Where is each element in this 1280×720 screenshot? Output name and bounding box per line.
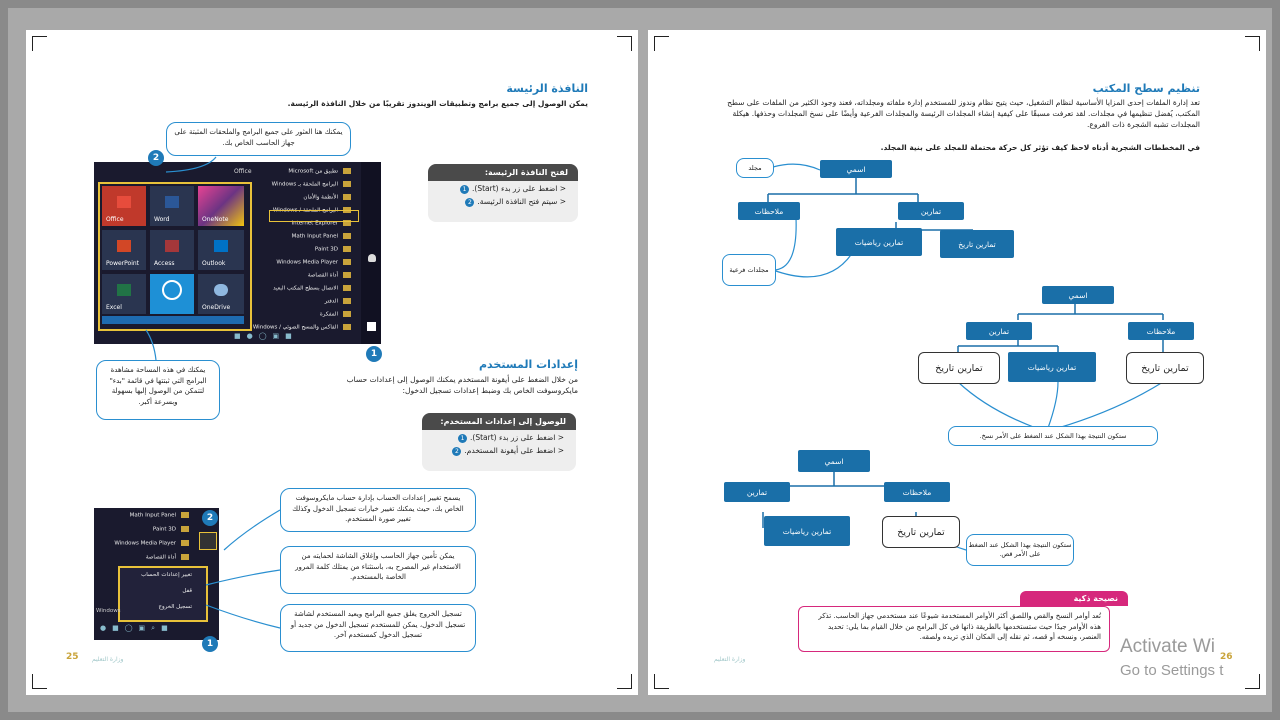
tile-outlook[interactable]: Outlook — [198, 230, 244, 270]
tiles-header: Office — [234, 168, 252, 175]
app-item[interactable]: الأنظمة والأمان — [303, 194, 351, 201]
app-item[interactable]: Windows Media Player — [276, 259, 351, 266]
app-item[interactable]: الفاكس والمسح الضوئي / Windows — [253, 324, 351, 331]
callout-programs: يمكنك هنا العثور على جميع البرامج والملحقات المثبتة على جهاز الحاسب الخاص بك. — [166, 122, 351, 156]
open-start-box: لفتح النافذة الرئيسة: < اضغط على زر بدء (Start).1 < سيتم فتح النافذة الرئيسة.2 — [428, 164, 578, 222]
sign-out-item[interactable]: تسجيل الخروج — [158, 604, 192, 610]
left-page — [26, 30, 638, 695]
tile-word[interactable]: Word — [150, 186, 194, 226]
tree2-root-node: اسمي — [1042, 286, 1114, 304]
app-item[interactable]: Paint 3D — [153, 526, 189, 533]
open-start-box-title: لفتح النافذة الرئيسة: — [428, 164, 578, 181]
app-item[interactable]: Math Input Panel — [292, 233, 351, 240]
page-number: 26 — [1220, 652, 1233, 662]
tile-office[interactable]: Office — [102, 186, 146, 226]
user-settings-intro: من خلال الضغط على أيقونة المستخدم يمكنك الوصول إلى إعدادات حساب مايكروسوفت الخاص بك وضبط إعدادات تسجيل الدخول: — [346, 375, 578, 395]
tree1-subfolders-note: مجلدات فرعية — [722, 254, 776, 286]
tile-excel[interactable]: Excel — [102, 274, 146, 314]
tree3-math-node: تمارين رياضيات — [764, 516, 850, 546]
app-item[interactable]: المفكرة — [320, 311, 351, 318]
start-intro: يمكن الوصول إلى جميع برامج وتطبيقات الويندوز تقريبًا من خلال النافذة الرئيسة. — [287, 99, 588, 108]
tile-onenote[interactable]: OneNote — [198, 186, 244, 226]
start-window-title: النافذة الرئيسة — [506, 82, 588, 95]
tree3-exercises-node: تمارين — [724, 482, 790, 502]
ministry-logo: وزارة التعليم — [92, 656, 124, 663]
user-settings-box-title: للوصول إلى إعدادات المستخدم: — [422, 413, 576, 430]
tree2-exercises-node: تمارين — [966, 322, 1032, 340]
badge-1: 1 — [366, 346, 382, 362]
tree3-cut-note: ستكون النتيجة بهذا الشكل عند الضغط على الأمر قص. — [966, 534, 1074, 566]
app-item[interactable]: Math Input Panel — [130, 512, 189, 519]
diagram-intro: في المخططات الشجرية أدناه لاحظ كيف تؤثر كل حركة محتملة للمجلد على بنية المجلد. — [880, 143, 1200, 152]
user-settings-title: إعدادات المستخدم — [478, 358, 578, 371]
tile-onedrive[interactable]: OneDrive — [198, 274, 244, 314]
tree2-history-node-a: تمارين تاريخ — [918, 352, 1000, 384]
tile-access[interactable]: Access — [150, 230, 194, 270]
user-settings-box: للوصول إلى إعدادات المستخدم: < اضغط على زر بدء (Start).1 < اضغط على أيقونة المستخدم.2 — [422, 413, 576, 471]
tree1-history-node: تمارين تاريخ — [940, 230, 1014, 258]
tree1-notes-node: ملاحظات — [738, 202, 800, 220]
tree3-history-node: تمارين تاريخ — [882, 516, 960, 548]
app-item[interactable]: Internet Explorer — [292, 220, 352, 227]
tree2-math-node: تمارين رياضيات — [1008, 352, 1096, 382]
activate-windows-watermark: Activate Wi — [1120, 636, 1216, 657]
tree1-root-node: اسمي — [820, 160, 892, 178]
tree1-folder-note: مجلد — [736, 158, 774, 178]
app-item[interactable]: أداة القصاصة — [146, 554, 189, 561]
callout-sign-out: تسجيل الخروج يغلق جميع البرامج ويعيد المستخدم لشاشة تسجيل الدخول، يمكن للمستخدم تسجيل الدخول من جديد أو تسجيل الدخول كمستخدم آخر. — [280, 604, 476, 652]
change-account-item[interactable]: تغيير إعدادات الحساب — [141, 572, 192, 578]
smart-tip-box: تُعد أوامر النسخ والقص واللصق أكثر الأوامر المستخدمة شيوعًا عند مستخدمي جهاز الحاسب. تذكر هذه الأوامر جيدًا حيث ستستخدمها بالطريقة ذاتها في كل البرامج من خلال القيام بما يلي: تحديد العنصر، ونسخه أو قصه، ثم نقله إلى المكان الذي تريده ولصقه. — [798, 606, 1110, 652]
app-item[interactable]: الاتصال بسطح المكتب البعيد — [273, 285, 351, 292]
tree1-exercises-node: تمارين — [898, 202, 964, 220]
app-item[interactable]: تطبيق من Microsoft — [288, 168, 351, 175]
badge-2: 2 — [148, 150, 164, 166]
app-item[interactable]: البرامج الملحقة بـ Windows — [272, 181, 351, 188]
right-page — [648, 30, 1266, 695]
tile-powerpoint[interactable]: PowerPoint — [102, 230, 146, 270]
ministry-logo: وزارة التعليم — [714, 656, 746, 663]
app-item[interactable]: أداة القصاصة — [308, 272, 351, 279]
tree3-root-node: اسمي — [798, 450, 870, 472]
callout-lock: يمكن تأمين جهاز الحاسب وإغلاق الشاشة لحمايته من الاستخدام غير المصرح به، باستثناء من يمتلك كلمة المرور الخاصة بالمستخدم. — [280, 546, 476, 594]
page-number: 25 — [66, 652, 79, 662]
callout-connectors — [26, 30, 638, 695]
smart-tip-title: نصيحة ذكية — [1020, 591, 1128, 606]
callout-change-account: يسمح تغيير إعدادات الحساب بإدارة حساب مايكروسوفت الخاص بك، حيث يمكنك تغيير خيارات تسجيل الدخول وكذلك تغيير صورة المستخدم. — [280, 488, 476, 532]
tree1-math-node: تمارين رياضيات — [836, 228, 922, 256]
app-item[interactable]: Paint 3D — [315, 246, 351, 253]
tree3-notes-node: ملاحظات — [884, 482, 950, 502]
taskbar: ●■◯▣⌕■ — [100, 624, 174, 632]
windows-label: Windows — [96, 608, 121, 614]
tree2-notes-node: ملاحظات — [1128, 322, 1194, 340]
tree2-history-node-b: تمارين تاريخ — [1126, 352, 1204, 384]
callout-tiles: يمكنك في هذه المساحة مشاهدة البرامج التي ثبتتها في قائمة "بدء" لتتمكن من الوصول إليها بسهولة وبسرعة أكبر. — [96, 360, 220, 420]
document-frame — [8, 8, 1272, 712]
app-item[interactable]: البرامج الملحقة / Windows — [273, 207, 351, 214]
lock-item[interactable]: قفل — [182, 588, 192, 594]
activate-windows-settings[interactable]: Go to Settings t — [1120, 662, 1224, 679]
app-item[interactable]: Windows Media Player — [114, 540, 189, 547]
desktop-intro: تعد إدارة الملفات إحدى المزايا الأساسية لنظام التشغيل، حيث يتيح نظام وندوز للمستخدم إدارة ملفاته ومجلداته، فعند وجود الكثير من الملفات على سطح المكتب، يُفضل تنظيمها في مجلدات. لقد تعرفت مسبقًا على كيفية إنشاء المجلدات الرئيسة والمجلدات الفرعية وأيضًا على نسخ المجلدات وحذفها. هيكلة المجلدات تشبه الشجرة ذات الفروع. — [727, 98, 1200, 129]
badge-2: 2 — [202, 510, 218, 526]
tree2-copy-note: ستكون النتيجة بهذا الشكل عند الضغط على الأمر نسخ. — [948, 426, 1158, 446]
badge-1: 1 — [202, 636, 218, 652]
app-item[interactable]: الدفتر — [325, 298, 351, 305]
desktop-title: تنظيم سطح المكتب — [1092, 82, 1200, 95]
taskbar: ■●◯▣■ — [234, 332, 298, 340]
